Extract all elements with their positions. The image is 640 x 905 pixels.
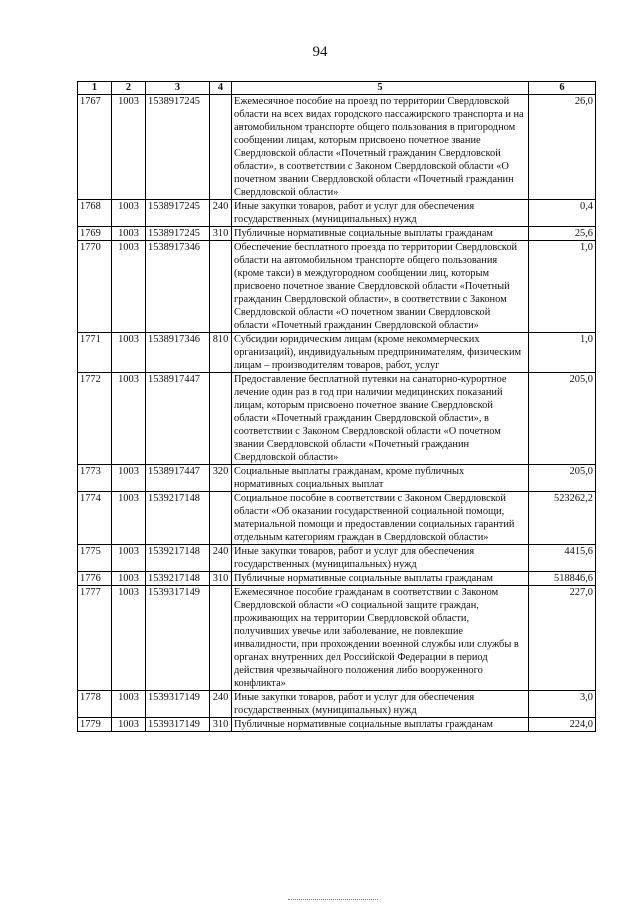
row-number-cell: 1768 (78, 200, 112, 227)
row-number-cell: 1770 (78, 241, 112, 333)
target-code-cell: 1538917447 (146, 373, 210, 465)
scan-edge-mark (288, 899, 378, 903)
amount-cell: 518846,6 (529, 572, 596, 586)
expense-kind-cell: 310 (210, 572, 232, 586)
section-code-cell: 1003 (112, 545, 146, 572)
table-row (78, 241, 596, 333)
amount-cell: 1,0 (529, 333, 596, 373)
item-name-cell: Ежемесячное пособие гражданам в соответствии с Законом Свердловской области «О социальной защите граждан, проживающих на территории Свердловской области, получивших увечье или заболевание, не повлекшие инвалидности, при прохождении военной службы или службы в органах внутренних дел Российской Федерации в период действия чрезвычайного положения либо вооруженного конфликта» (232, 586, 529, 691)
amount-cell: 26,0 (529, 95, 596, 200)
table-row (78, 718, 596, 732)
expense-kind-cell: 240 (210, 200, 232, 227)
expense-kind-cell: 810 (210, 333, 232, 373)
target-code-cell: 1538917245 (146, 95, 210, 200)
item-name-cell: Иные закупки товаров, работ и услуг для обеспечения государственных (муниципальных) нужд (232, 545, 529, 572)
section-code-cell: 1003 (112, 95, 146, 200)
row-number-cell: 1772 (78, 373, 112, 465)
amount-cell: 205,0 (529, 465, 596, 492)
item-name-cell: Предоставление бесплатной путевки на санаторно-курортное лечение один раз в год при наличии медицинских показаний лицам, которым присвоено почетное звание Свердловской области «Почетный гражданин Свердловской области», в соответствии с Законом Свердловской области «О почетном звании Свердловской области «Почетный гражданин Свердловской области» (232, 373, 529, 465)
section-code-cell: 1003 (112, 465, 146, 492)
table-row (78, 572, 596, 586)
amount-cell: 25,6 (529, 227, 596, 241)
table-row (78, 545, 596, 572)
table-row (78, 95, 596, 200)
item-name-cell: Иные закупки товаров, работ и услуг для обеспечения государственных (муниципальных) нужд (232, 691, 529, 718)
expense-kind-cell (210, 241, 232, 333)
row-number-cell: 1774 (78, 492, 112, 545)
item-name-cell: Публичные нормативные социальные выплаты гражданам (232, 572, 529, 586)
row-number-cell: 1776 (78, 572, 112, 586)
table-row (78, 465, 596, 492)
expense-kind-cell: 320 (210, 465, 232, 492)
header-col-3: 3 (146, 82, 210, 95)
section-code-cell: 1003 (112, 492, 146, 545)
table-header-row (78, 82, 596, 95)
target-code-cell: 1538917447 (146, 465, 210, 492)
item-name-cell: Иные закупки товаров, работ и услуг для обеспечения государственных (муниципальных) нужд (232, 200, 529, 227)
row-number-cell: 1779 (78, 718, 112, 732)
row-number-cell: 1771 (78, 333, 112, 373)
table-row (78, 586, 596, 691)
section-code-cell: 1003 (112, 373, 146, 465)
target-code-cell: 1538917346 (146, 241, 210, 333)
item-name-cell: Социальное пособие в соответствии с Законом Свердловской области «Об оказании государственной социальной помощи, материальной помощи и предоставлении социальных гарантий отдельным категориям граждан в Свердловской области» (232, 492, 529, 545)
expense-kind-cell: 240 (210, 691, 232, 718)
item-name-cell: Публичные нормативные социальные выплаты гражданам (232, 718, 529, 732)
target-code-cell: 1539317149 (146, 691, 210, 718)
amount-cell: 4415,6 (529, 545, 596, 572)
item-name-cell: Ежемесячное пособие на проезд по территории Свердловской области на всех видах городского пассажирского транспорта и на автомобильном транспорте общего пользования в пригородном сообщении лицам, которым присвоено почетное звание Свердловской области «Почетный гражданин Свердловской области», в соответствии с Законом Свердловской области «О почетном звании Свердловской области «Почетный гражданин Свердловской области» (232, 95, 529, 200)
section-code-cell: 1003 (112, 691, 146, 718)
target-code-cell: 1539217148 (146, 545, 210, 572)
amount-cell: 205,0 (529, 373, 596, 465)
section-code-cell: 1003 (112, 718, 146, 732)
row-number-cell: 1769 (78, 227, 112, 241)
expense-kind-cell (210, 373, 232, 465)
expense-kind-cell (210, 492, 232, 545)
item-name-cell: Социальные выплаты гражданам, кроме публичных нормативных социальных выплат (232, 465, 529, 492)
item-name-cell: Субсидии юридическим лицам (кроме некоммерческих организаций), индивидуальным предпринимателям, физическим лицам – производителям товаров, работ, услуг (232, 333, 529, 373)
section-code-cell: 1003 (112, 227, 146, 241)
row-number-cell: 1778 (78, 691, 112, 718)
section-code-cell: 1003 (112, 333, 146, 373)
target-code-cell: 1539217148 (146, 572, 210, 586)
amount-cell: 227,0 (529, 586, 596, 691)
item-name-cell: Публичные нормативные социальные выплаты гражданам (232, 227, 529, 241)
target-code-cell: 1539217148 (146, 492, 210, 545)
amount-cell: 1,0 (529, 241, 596, 333)
header-col-4: 4 (210, 82, 232, 95)
page-number: 94 (312, 44, 328, 60)
amount-cell: 0,4 (529, 200, 596, 227)
expense-kind-cell (210, 95, 232, 200)
amount-cell: 224,0 (529, 718, 596, 732)
expense-kind-cell (210, 586, 232, 691)
target-code-cell: 1539317149 (146, 718, 210, 732)
budget-table (77, 81, 596, 732)
expense-kind-cell: 310 (210, 718, 232, 732)
table-row (78, 200, 596, 227)
row-number-cell: 1767 (78, 95, 112, 200)
header-col-6: 6 (529, 82, 596, 95)
section-code-cell: 1003 (112, 241, 146, 333)
header-col-5: 5 (232, 82, 529, 95)
header-col-2: 2 (112, 82, 146, 95)
table-row (78, 492, 596, 545)
item-name-cell: Обеспечение бесплатного проезда по территории Свердловской области на автомобильном транспорте общего пользования (кроме такси) в междугородном сообщении лиц, которым присвоено почетное звание Свердловской области «Почетный гражданин Свердловской области», в соответствии с Законом Свердловской области «О почетном звании Свердловской области «Почетный гражданин Свердловской области» (232, 241, 529, 333)
target-code-cell: 1538917245 (146, 227, 210, 241)
target-code-cell: 1539317149 (146, 586, 210, 691)
section-code-cell: 1003 (112, 586, 146, 691)
row-number-cell: 1773 (78, 465, 112, 492)
expense-kind-cell: 310 (210, 227, 232, 241)
table-row (78, 373, 596, 465)
expense-kind-cell: 240 (210, 545, 232, 572)
row-number-cell: 1777 (78, 586, 112, 691)
table-body (78, 95, 596, 732)
section-code-cell: 1003 (112, 572, 146, 586)
row-number-cell: 1775 (78, 545, 112, 572)
amount-cell: 523262,2 (529, 492, 596, 545)
target-code-cell: 1538917346 (146, 333, 210, 373)
amount-cell: 3,0 (529, 691, 596, 718)
table-row (78, 227, 596, 241)
table-row (78, 691, 596, 718)
section-code-cell: 1003 (112, 200, 146, 227)
header-col-1: 1 (78, 82, 112, 95)
table-row (78, 333, 596, 373)
target-code-cell: 1538917245 (146, 200, 210, 227)
